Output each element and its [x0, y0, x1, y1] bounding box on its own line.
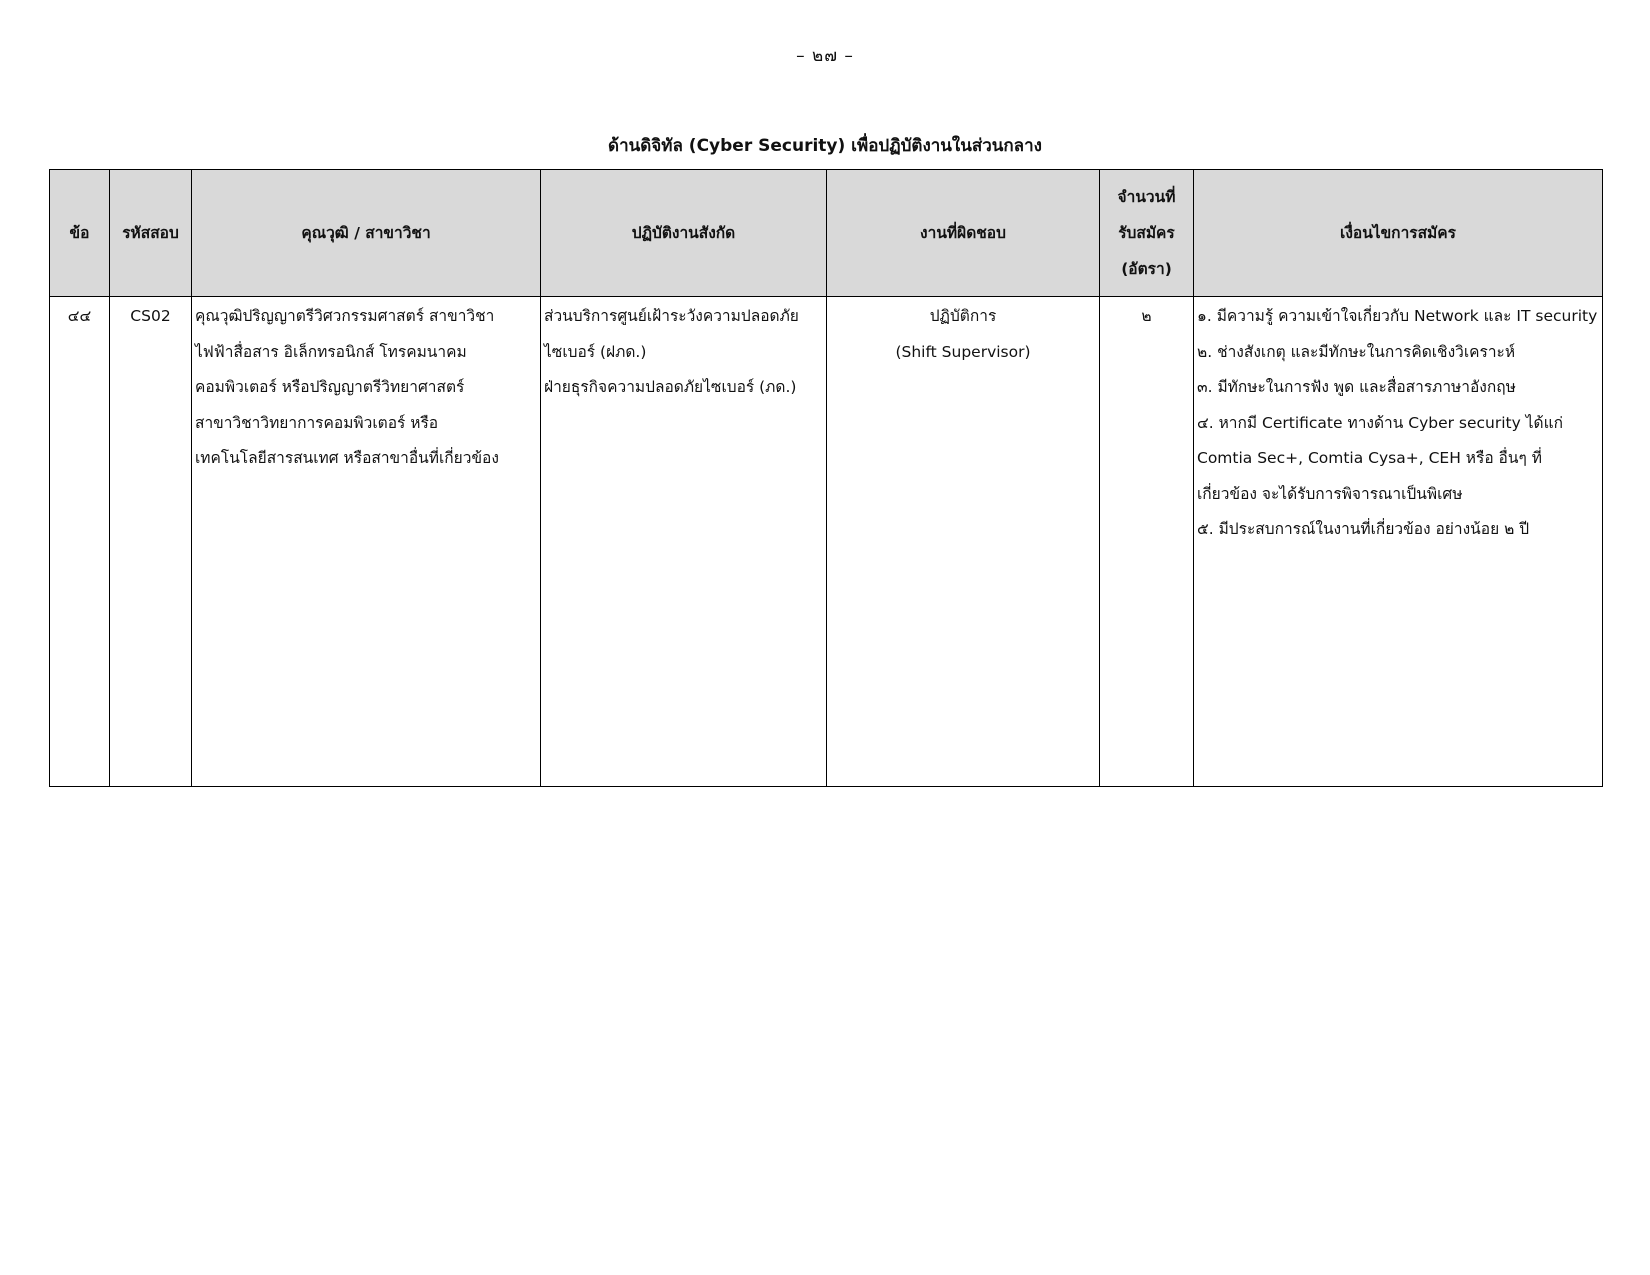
page-number: – ๒๗ –	[796, 46, 854, 66]
header-count-line: (อัตรา)	[1121, 260, 1172, 278]
header-count	[1100, 170, 1194, 297]
condition-item: ๑. มีความรู้ ความเข้าใจเกี่ยวกับ Network และ IT security	[1197, 307, 1598, 325]
header-department: ปฏิบัติงานสังกัด	[541, 170, 827, 297]
condition-item: ๕. มีประสบการณ์ในงานที่เกี่ยวข้อง อย่างน้อย ๒ ปี	[1197, 520, 1530, 538]
cell-job	[827, 297, 1100, 787]
condition-item: ๔. หากมี Certificate ทางด้าน Cyber security ได้แก่ Comtia Sec+, Comtia Cysa+, CEH หรือ อื่นๆ ที่เกี่ยวข้อง จะได้รับการพิจารณาเป็นพิเศษ	[1197, 413, 1563, 503]
header-row	[50, 170, 1603, 297]
recruitment-table	[49, 169, 1603, 787]
job-line: (Shift Supervisor)	[895, 342, 1031, 361]
header-count-line: จำนวนที่	[1117, 188, 1176, 206]
header-conditions: เงื่อนไขการสมัคร	[1194, 170, 1603, 297]
qualification-line: สาขาวิชาวิทยาการคอมพิวเตอร์ หรือ	[195, 413, 439, 432]
header-no: ข้อ	[50, 170, 110, 297]
cell-no: ๔๔	[50, 297, 110, 787]
department-line: ไซเบอร์ (ฝภด.)	[544, 342, 647, 361]
header-count-line: รับสมัคร	[1118, 224, 1175, 242]
header-job: งานที่ผิดชอบ	[827, 170, 1100, 297]
table-row	[50, 297, 1603, 787]
department-line: ส่วนบริการศูนย์เฝ้าระวังความปลอดภัย	[544, 307, 799, 325]
qualification-line: คุณวุฒิปริญญาตรีวิศวกรรมศาสตร์ สาขาวิชา	[195, 307, 495, 325]
qualification-line: ไฟฟ้าสื่อสาร อิเล็กทรอนิกส์ โทรคมนาคม	[195, 342, 467, 361]
cell-department	[541, 297, 827, 787]
cell-code: CS02	[110, 297, 192, 787]
job-line: ปฏิบัติการ	[929, 307, 997, 325]
header-qualification: คุณวุฒิ / สาขาวิชา	[192, 170, 541, 297]
department-line: ฝ่ายธุรกิจความปลอดภัยไซเบอร์ (ภด.)	[544, 378, 797, 396]
qualification-line: เทคโนโลยีสารสนเทศ หรือสาขาอื่นที่เกี่ยวข้อง	[195, 449, 499, 467]
cell-count: ๒	[1100, 297, 1194, 787]
table-title: ด้านดิจิทัล (Cyber Security) เพื่อปฏิบัติงานในส่วนกลาง	[608, 136, 1042, 156]
cell-qualification	[192, 297, 541, 787]
condition-item: ๓. มีทักษะในการฟัง พูด และสื่อสารภาษาอังกฤษ	[1197, 378, 1516, 396]
table-header	[50, 170, 1603, 297]
qualification-line: คอมพิวเตอร์ หรือปริญญาตรีวิทยาศาสตร์	[195, 378, 465, 396]
header-code: รหัสสอบ	[110, 170, 192, 297]
condition-item: ๒. ช่างสังเกตุ และมีทักษะในการคิดเชิงวิเคราะห์	[1197, 342, 1516, 361]
cell-conditions	[1194, 297, 1603, 787]
